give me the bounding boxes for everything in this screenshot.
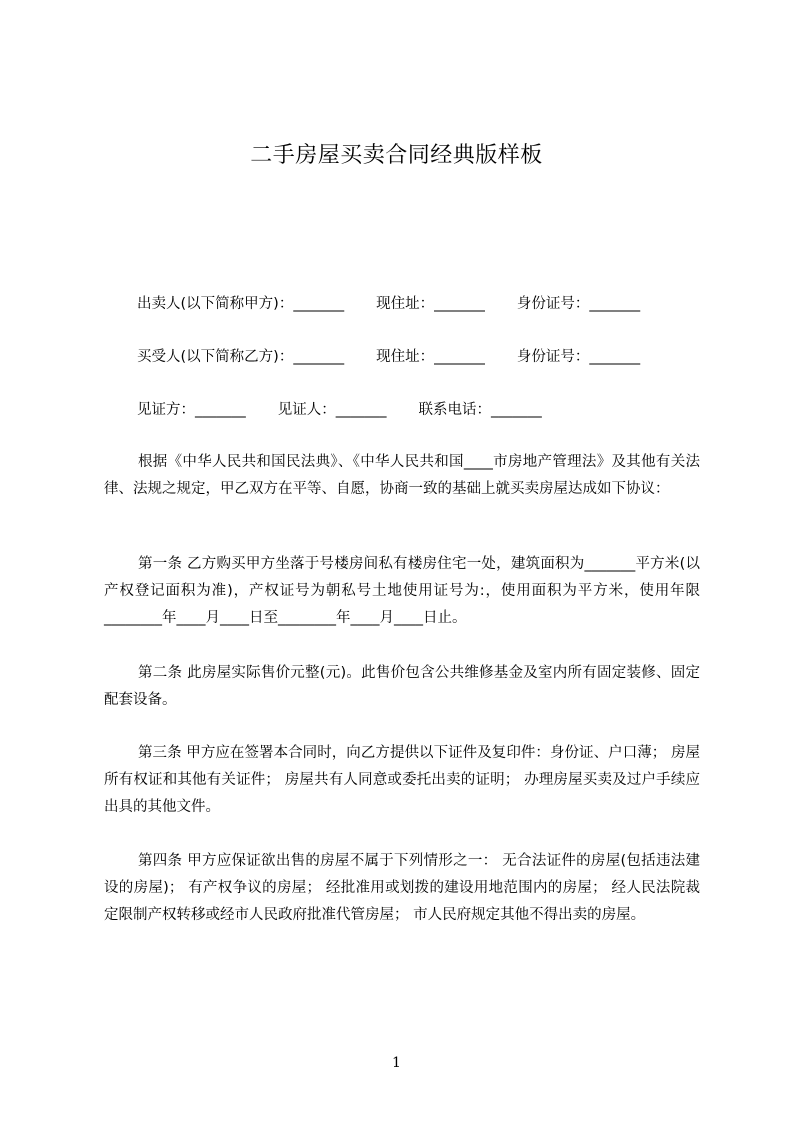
- witness-info-line: [137, 398, 542, 419]
- witness-party-field: 见证方：_______: [137, 402, 246, 418]
- article-4-paragraph: 第四条 甲方应保证欲出售的房屋不属于下列情形之一： 无合法证件的房屋(包括违法建设的房屋)； 有产权争议的房屋； 经批准用或划拨的建设用地范围内的房屋； 经人民法院裁定限制产权转移或经市人民政府批准代管房屋； 市人民府规定其他不得出卖的房屋。: [104, 853, 700, 923]
- buyer-id-field: 身份证号：_______: [516, 349, 641, 365]
- document-title: 二手房屋买卖合同经典版样板: [250, 143, 543, 168]
- article-2-paragraph: 第二条 此房屋实际售价元整(元)。此售价包含公共维修基金及室内所有固定装修、固定配套设备。: [104, 665, 700, 708]
- article-1-paragraph: 第一条 乙方购买甲方坐落于号楼房间私有楼房住宅一处，建筑面积为_______平方米(以产权登记面积为准)，产权证号为朝私号土地使用证号为:，使用面积为平方米，使用年限________年____月____日至________年____月____日止。: [104, 556, 700, 626]
- seller-info-line: [137, 292, 640, 313]
- witness-person-field: 见证人：_______: [277, 402, 387, 418]
- page-number: 1: [392, 1055, 401, 1071]
- buyer-name-field: 买受人(以下简称乙方)：_______: [137, 349, 345, 365]
- article-3-paragraph: 第三条 甲方应在签署本合同时，向乙方提供以下证件及复印件：身份证、户口薄； 房屋所有权证和其他有关证件； 房屋共有人同意或委托出卖的证明； 办理房屋买卖及过户手续应出具的其他文件。: [104, 745, 700, 815]
- preamble-paragraph: 根据《中华人民共和国民法典》、《中华人民共和国____市房地产管理法》及其他有关法律、法规之规定，甲乙双方在平等、自愿，协商一致的基础上就买卖房屋达成如下协议：: [104, 454, 700, 497]
- seller-id-field: 身份证号：_______: [516, 296, 641, 312]
- buyer-info-line: [137, 345, 640, 366]
- seller-name-field: 出卖人(以下简称甲方)：_______: [137, 296, 345, 312]
- contact-phone-field: 联系电话：_______: [418, 402, 542, 418]
- seller-address-field: 现住址：_______: [376, 296, 485, 312]
- buyer-address-field: 现住址：_______: [376, 349, 485, 365]
